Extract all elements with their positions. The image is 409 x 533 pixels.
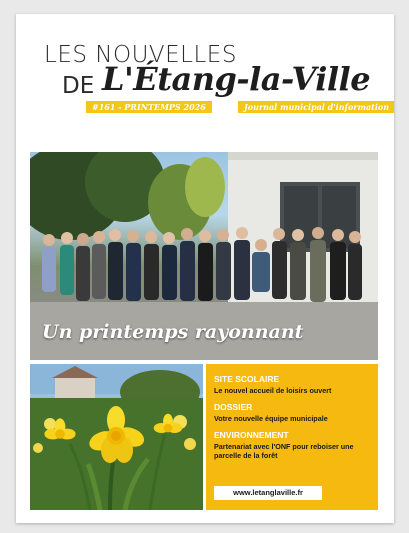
magazine-cover — [16, 14, 394, 523]
section-environnement — [214, 430, 364, 460]
cover-group-photo — [30, 152, 378, 360]
daffodil-illustration — [30, 364, 203, 510]
masthead-de: DE — [62, 73, 95, 99]
website-link[interactable]: www.letanglaville.fr — [214, 486, 322, 500]
section-dossier — [214, 402, 328, 423]
section-title: DOSSIER — [214, 402, 253, 412]
section-title: SITE SCOLAIRE — [214, 374, 280, 384]
contents-panel — [206, 364, 378, 510]
daffodil-photo — [30, 364, 203, 510]
tagline-band: Journal municipal d'information — [238, 101, 394, 113]
section-text: Le nouvel accueil de loisirs ouvert — [214, 386, 332, 395]
masthead-town-name: L'Étang-la-Ville — [102, 60, 371, 98]
section-title: ENVIRONNEMENT — [214, 430, 289, 440]
section-site-scolaire — [214, 374, 331, 395]
section-text: Votre nouvelle équipe municipale — [214, 414, 328, 423]
issue-number-band: #161 - PRINTEMPS 2026 — [86, 101, 212, 113]
masthead-line1: LES NOUVELLES — [44, 42, 237, 68]
cover-headline: Un printemps rayonnant — [42, 321, 304, 343]
section-text: Partenariat avec l'ONF pour reboiser une parcelle de la forêt — [214, 442, 354, 460]
